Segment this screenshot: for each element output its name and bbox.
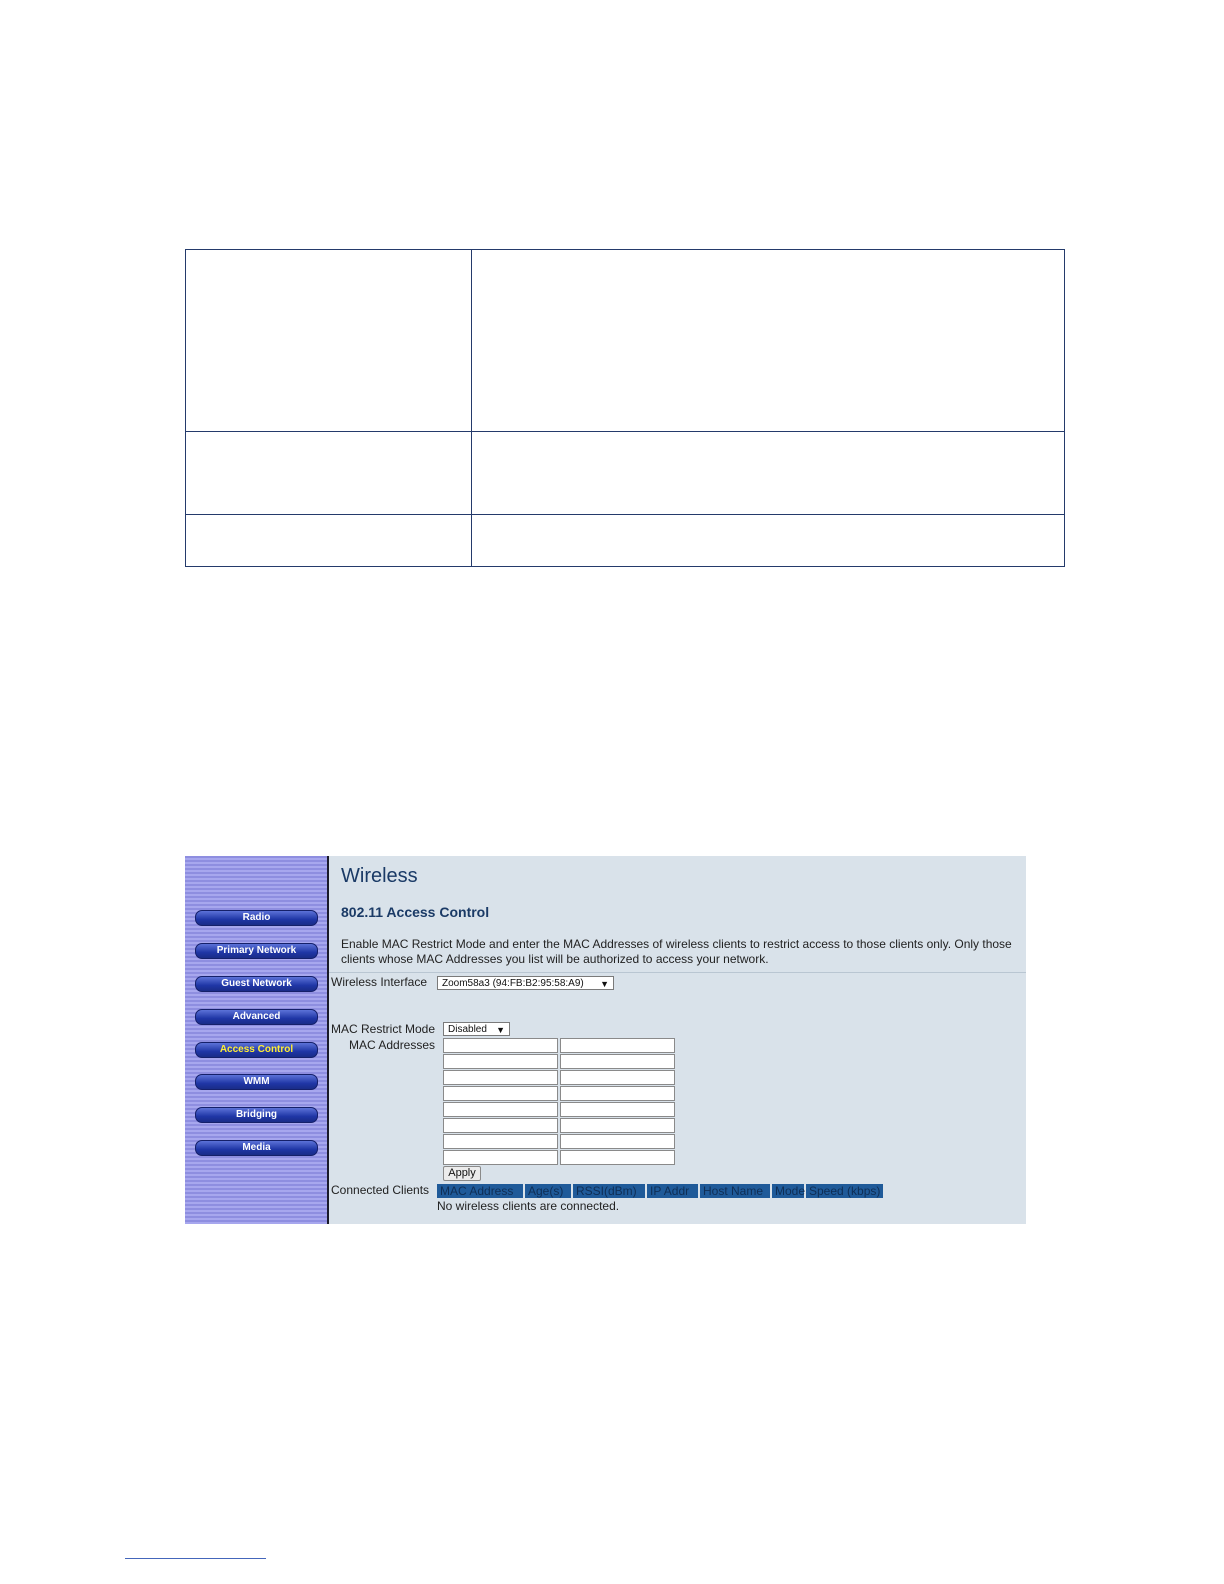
mac-restrict-mode-value: Disabled bbox=[448, 1024, 487, 1035]
sidebar-item-advanced[interactable]: Advanced bbox=[195, 1009, 318, 1025]
no-clients-message: No wireless clients are connected. bbox=[437, 1199, 620, 1213]
mac-address-field[interactable] bbox=[443, 1070, 558, 1085]
section-title: 802.11 Access Control bbox=[341, 904, 490, 920]
column-header-rssi: RSSI(dBm) bbox=[573, 1184, 645, 1198]
wireless-interface-label: Wireless Interface bbox=[331, 975, 428, 989]
sidebar-item-guest-network[interactable]: Guest Network bbox=[195, 976, 318, 992]
mac-restrict-mode-label: MAC Restrict Mode bbox=[331, 1022, 436, 1036]
connected-clients-label: Connected Clients bbox=[331, 1183, 430, 1197]
mac-address-field[interactable] bbox=[560, 1102, 675, 1117]
mac-address-field[interactable] bbox=[560, 1086, 675, 1101]
mac-address-field[interactable] bbox=[443, 1134, 558, 1149]
column-header-host-name: Host Name bbox=[700, 1184, 770, 1198]
mac-address-field[interactable] bbox=[560, 1150, 675, 1165]
mac-restrict-mode-select[interactable] bbox=[443, 1022, 510, 1036]
footnote-separator bbox=[125, 1558, 266, 1559]
column-header-mode: Mode bbox=[772, 1184, 804, 1198]
column-header-age: Age(s) bbox=[525, 1184, 571, 1198]
mac-address-field[interactable] bbox=[560, 1134, 675, 1149]
dropdown-arrow-icon: ▼ bbox=[600, 979, 609, 989]
mac-address-field[interactable] bbox=[443, 1086, 558, 1101]
sidebar-item-wmm[interactable]: WMM bbox=[195, 1074, 318, 1090]
table-row bbox=[186, 515, 1065, 567]
table-cell bbox=[186, 432, 472, 515]
table-cell bbox=[186, 515, 472, 567]
wireless-interface-value: Zoom58a3 (94:FB:B2:95:58:A9) bbox=[442, 978, 584, 989]
table-cell bbox=[472, 250, 1065, 432]
column-header-ip-addr: IP Addr bbox=[647, 1184, 698, 1198]
mac-address-field[interactable] bbox=[443, 1038, 558, 1053]
mac-address-field[interactable] bbox=[443, 1054, 558, 1069]
description-text: Enable MAC Restrict Mode and enter the MAC Addresses of wireless clients to restrict access to those clients only. Only those clients whose MAC Addresses you list will be authorized to access your network. bbox=[341, 937, 1012, 966]
table-cell bbox=[186, 250, 472, 432]
divider bbox=[329, 972, 1026, 973]
sidebar-nav bbox=[185, 856, 329, 1224]
mac-address-field[interactable] bbox=[560, 1038, 675, 1053]
table-cell bbox=[472, 515, 1065, 567]
wireless-interface-select[interactable] bbox=[437, 976, 614, 990]
mac-address-field[interactable] bbox=[560, 1118, 675, 1133]
table-cell bbox=[472, 432, 1065, 515]
mac-addresses-label: MAC Addresses bbox=[349, 1038, 436, 1052]
column-header-speed: Speed (kbps) bbox=[806, 1184, 883, 1198]
sidebar-item-access-control[interactable]: Access Control bbox=[195, 1042, 318, 1058]
sidebar-item-radio[interactable]: Radio bbox=[195, 910, 318, 926]
mac-address-field[interactable] bbox=[560, 1054, 675, 1069]
column-header-mac-address: MAC Address bbox=[437, 1184, 523, 1198]
apply-button[interactable]: Apply bbox=[443, 1166, 481, 1181]
mac-address-field[interactable] bbox=[560, 1070, 675, 1085]
mac-address-field[interactable] bbox=[443, 1118, 558, 1133]
sidebar-item-media[interactable]: Media bbox=[195, 1140, 318, 1156]
router-settings-screenshot bbox=[185, 856, 1026, 1224]
page-title: Wireless bbox=[341, 865, 418, 887]
table-row bbox=[186, 250, 1065, 432]
main-content bbox=[329, 856, 1026, 1224]
mac-address-field[interactable] bbox=[443, 1150, 558, 1165]
table-row bbox=[186, 432, 1065, 515]
sidebar-item-bridging[interactable]: Bridging bbox=[195, 1107, 318, 1123]
dropdown-arrow-icon: ▼ bbox=[496, 1025, 505, 1035]
mac-address-field[interactable] bbox=[443, 1102, 558, 1117]
sidebar-item-primary-network[interactable]: Primary Network bbox=[195, 943, 318, 959]
document-table bbox=[185, 249, 1065, 567]
